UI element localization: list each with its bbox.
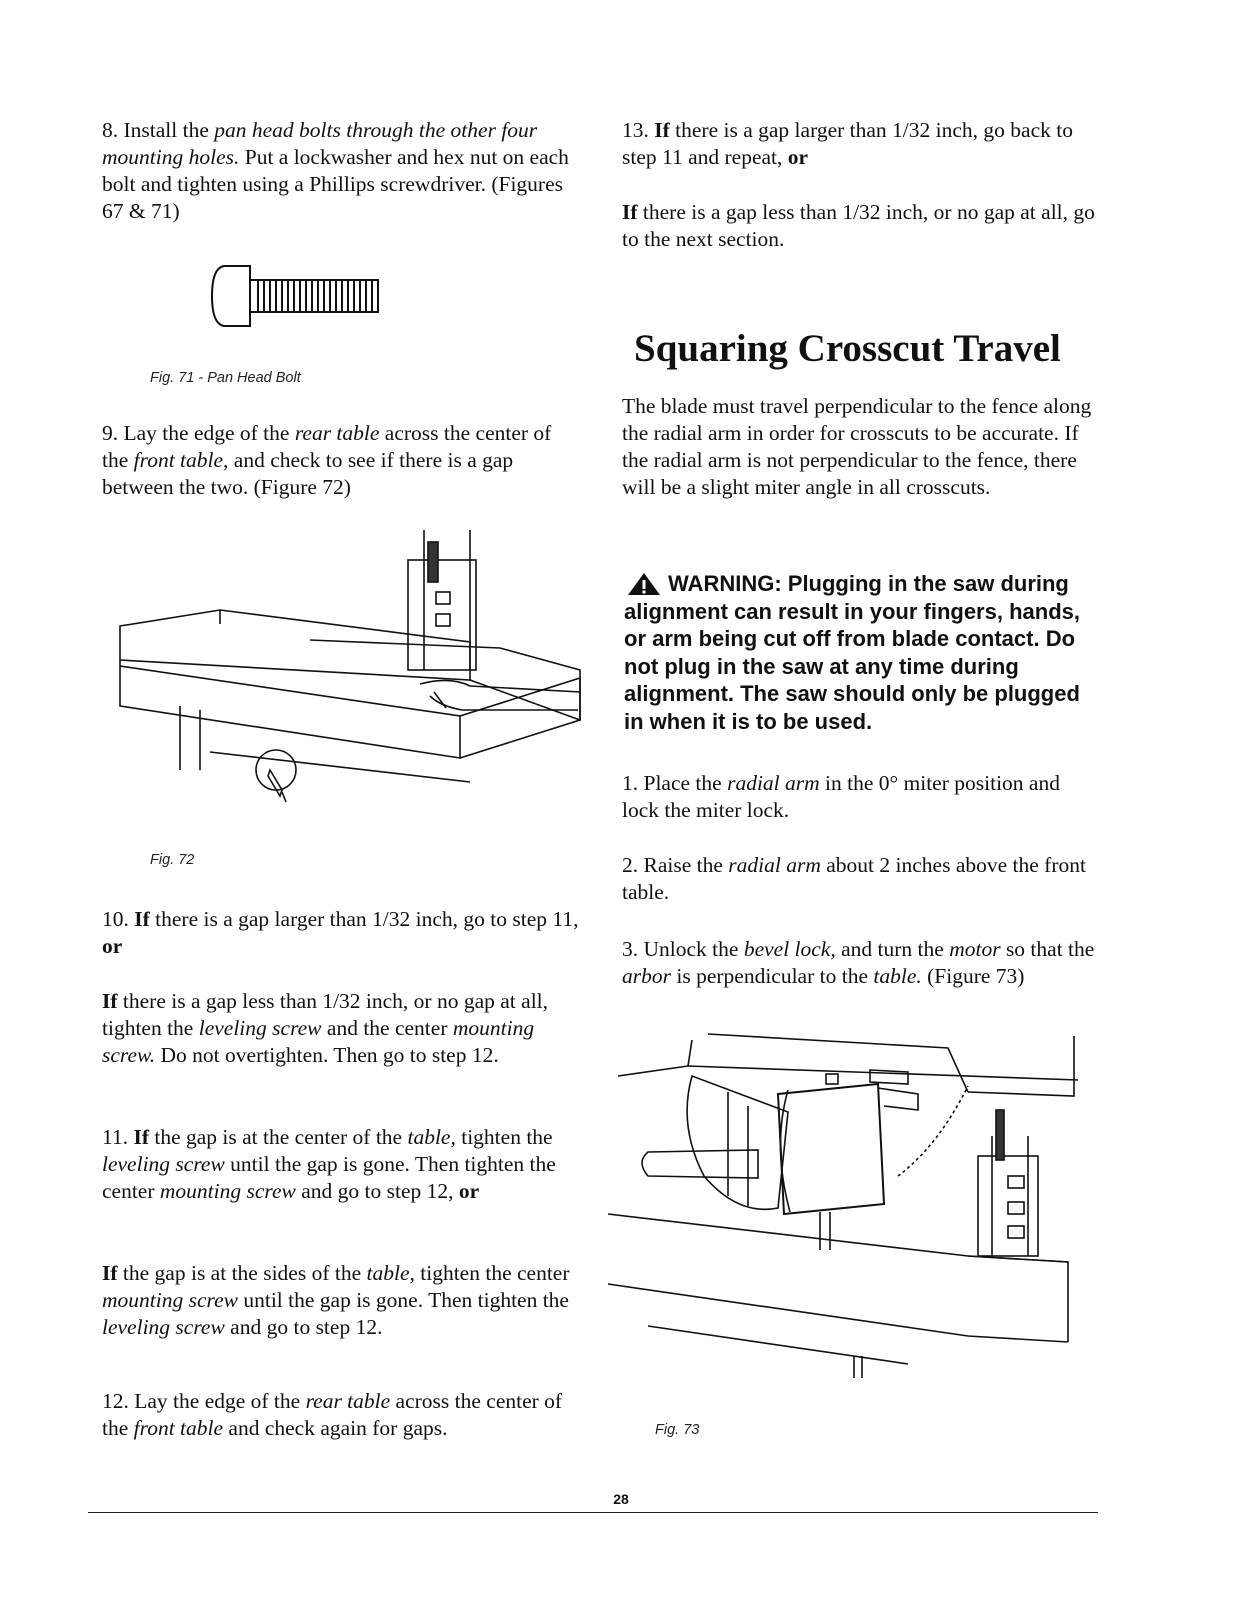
fig-72-caption: Fig. 72 bbox=[150, 852, 195, 868]
step-10-alternative: If there is a gap less than 1/32 inch, or no gap at all, tighten the leveling screw and the center mounting screw. Do not overtighten. Then go to step 12. bbox=[102, 989, 549, 1067]
section-intro: The blade must travel perpendicular to the fence along the radial arm in order for crosscuts to be accurate. If the radial arm is not perpendicular to the fence, there will be a slight miter angle in all crosscuts. bbox=[622, 394, 1092, 499]
warning-triangle-icon bbox=[626, 572, 662, 596]
page-number: 28 bbox=[613, 1491, 629, 1507]
step-9: 9. Lay the edge of the rear table across the center of the front table, and check to see if there is a gap between the two. (Figure 72) bbox=[102, 421, 552, 499]
step-12: 12. Lay the edge of the rear table across the center of the front table and check again for gaps. bbox=[102, 1389, 563, 1440]
step-13: 13. If there is a gap larger than 1/32 inch, go back to step 11 and repeat, or bbox=[622, 118, 1073, 169]
figure-72-table-check bbox=[110, 520, 600, 810]
step-11: 11. If the gap is at the center of the table, tighten the leveling screw until the gap is gone. Then tighten the center mounting screw and go to step 12, or bbox=[102, 1125, 556, 1203]
warning-block bbox=[624, 570, 1104, 735]
step-1: 1. Place the radial arm in the 0° miter position and lock the miter lock. bbox=[622, 771, 1060, 822]
section-heading: Squaring Crosscut Travel bbox=[634, 327, 1061, 370]
step-8: 8. Install the pan head bolts through the other four mounting holes. Put a lockwasher and hex nut on each bolt and tighten using a Phillips screwdriver. (Figures 67 & 71) bbox=[102, 118, 569, 223]
step-13-alternative: If there is a gap less than 1/32 inch, or no gap at all, go to the next section. bbox=[622, 200, 1095, 251]
figure-73-motor-arbor bbox=[608, 1026, 1088, 1386]
step-3: 3. Unlock the bevel lock, and turn the motor so that the arbor is perpendicular to the table. (Figure 73) bbox=[622, 937, 1095, 988]
step-2: 2. Raise the radial arm about 2 inches above the front table. bbox=[622, 853, 1086, 904]
fig-71-caption: Fig. 71 - Pan Head Bolt bbox=[150, 370, 301, 386]
warning-text: WARNING: Plugging in the saw during alignment can result in your fingers, hands, or arm being cut off from blade contact. Do not plug in the saw at any time during alignment. The saw should only be plugged in when it is to be used. bbox=[624, 571, 1080, 734]
step-10: 10. If there is a gap larger than 1/32 inch, go to step 11, or bbox=[102, 907, 579, 958]
footer-rule bbox=[88, 1512, 1098, 1513]
pan-head-bolt-figure bbox=[208, 262, 388, 332]
step-11-alternative: If the gap is at the sides of the table, tighten the center mounting screw until the gap is gone. Then tighten the leveling screw and go to step 12. bbox=[102, 1261, 570, 1339]
fig-73-caption: Fig. 73 bbox=[655, 1422, 700, 1438]
